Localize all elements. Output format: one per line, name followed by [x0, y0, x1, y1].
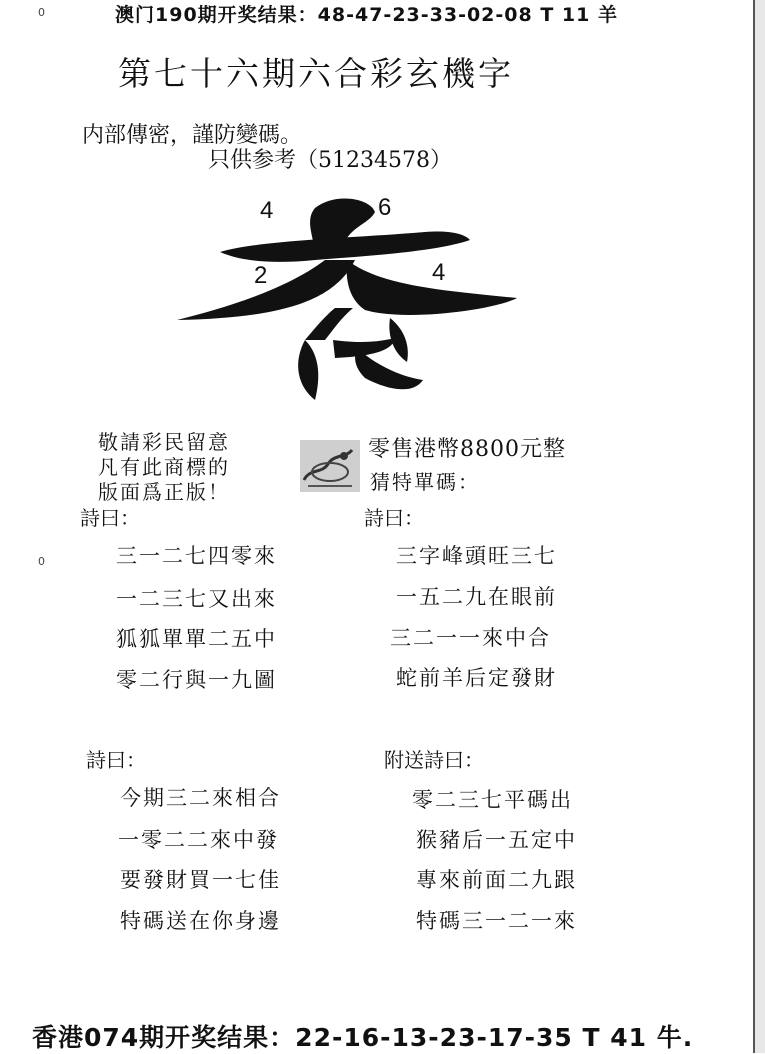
poem-line: 一五二九在眼前: [396, 585, 557, 609]
poem-line: 今期三二來相合: [120, 786, 281, 810]
poem-line: 要發財買一七佳: [120, 868, 281, 892]
poem-line: 狐狐單單二五中: [116, 627, 277, 651]
reference-note: 只供参考（51234578）: [208, 148, 452, 173]
trademark-logo: [300, 440, 360, 492]
poem-heading: 附送詩曰：: [384, 748, 484, 772]
poem-line: 零二行與一九圖: [116, 668, 277, 692]
page-title: 第七十六期六合彩玄機字: [118, 54, 514, 93]
poem-line: 特碼送在你身邊: [120, 909, 281, 933]
glyph-number: 4: [432, 259, 446, 286]
authenticity-notice: [98, 430, 230, 505]
poem-line: 零二三七平碼出: [412, 788, 573, 812]
poem-line: 三一二七四零來: [116, 544, 277, 568]
glyph-number: 2: [254, 262, 268, 289]
poem-heading: 詩曰：: [364, 506, 424, 530]
glyph-number: 4: [260, 197, 274, 224]
hongkong-result-banner: 香港074期开奖结果：22-16-13-23-17-35 T 41 牛.: [32, 1023, 694, 1052]
poem-line: 三二一一來中合: [390, 626, 551, 650]
glyph-number: 6: [378, 194, 392, 221]
poem-line: 特碼三一二一來: [416, 909, 577, 933]
notice-line: 敬請彩民留意: [98, 430, 230, 454]
poem-heading: 詩曰：: [80, 506, 140, 530]
poem-line: 猴豬后一五定中: [416, 828, 577, 852]
notice-line: 凡有此商標的: [98, 455, 230, 479]
poem-line: 蛇前羊后定發財: [396, 666, 557, 690]
margin-mark: 0: [38, 6, 45, 19]
poem-line: 一二三七又出來: [116, 587, 277, 611]
poem-heading: 詩曰：: [86, 748, 146, 772]
margin-mark: 0: [38, 555, 45, 568]
price-label: 零售港幣8800元整: [368, 437, 566, 462]
guess-label: 猜特單碼：: [370, 470, 480, 494]
notice-line: 版面爲正版！: [98, 480, 230, 504]
mystery-glyph: [165, 190, 525, 410]
poem-line: 專來前面二九跟: [416, 868, 577, 892]
poem-line: 三字峰頭旺三七: [396, 544, 557, 568]
dragon-emblem-icon: [300, 440, 360, 492]
macau-result-banner: 澳门190期开奖结果：48-47-23-33-02-08 T 11 羊: [115, 4, 618, 26]
mystery-glyph-drawing: [165, 190, 525, 410]
page-edge: [753, 0, 765, 1053]
confidential-note: 内部傳密，謹防變碼。: [82, 123, 303, 148]
poem-line: 一零二二來中發: [118, 828, 279, 852]
